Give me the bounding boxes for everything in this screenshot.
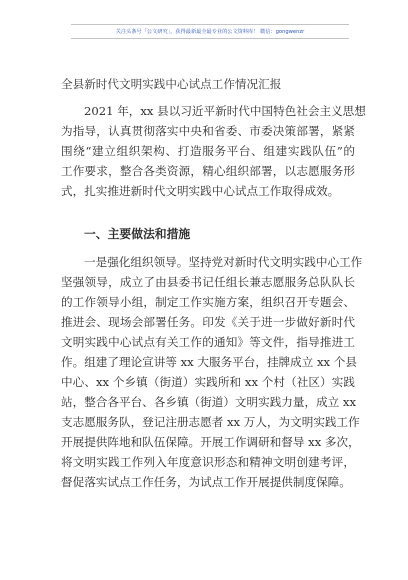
paragraph-line: 式，扎实推进新时代文明实践中心试点工作取得成效。: [61, 184, 340, 198]
paragraph-line: 工作要求，整合各类资源，精心组织部署，以志愿服务形: [61, 164, 355, 178]
paragraph-line: 中心、xx 个乡镇（街道）实践所和 xx 个村（社区）实践: [61, 375, 355, 389]
paragraph-line: 一是强化组织领导。坚持党对新时代文明实践中心工作: [84, 255, 363, 269]
paragraph-line: 推进会、现场会部署任务。印发《关于进一步做好新时代: [61, 315, 355, 329]
paragraph-line: 支志愿服务队，登记注册志愿者 xx 万人，为文明实践工作: [61, 415, 360, 429]
paragraph-line: 2021 年，xx 县以习近平新时代中国特色社会主义思想: [84, 104, 366, 118]
section-heading: 一、主要做法和措施: [84, 227, 191, 241]
promo-banner-text: 关注头条号「公文研究」，获得最新最全最专业的公文资料库！ 微信：gongwenzr: [115, 29, 305, 35]
paragraph-line: 文明实践中心试点有关工作的通知》等文件，指导推进工: [61, 335, 355, 349]
paragraph-line: 督促落实试点工作任务，为试点工作开展提供制度保障。: [61, 475, 351, 489]
paragraph-line: 的工作领导小组，制定工作实施方案，组织召开专题会、: [61, 295, 355, 309]
intro-paragraph: [61, 101, 366, 201]
paragraph-line: 坚强领导，成立了由县委书记任组长兼志愿服务总队队长: [61, 275, 355, 289]
paragraph-line: 开展提供阵地和队伍保障。开展工作调研和督导 xx 多次，: [61, 435, 360, 449]
promo-banner[interactable]: [71, 24, 349, 39]
body-paragraph: [61, 252, 363, 492]
paragraph-line: 为指导，认真贯彻落实中央和省委、市委决策部署，紧紧: [61, 124, 355, 138]
document-title: 全县新时代文明实践中心试点工作情况汇报: [61, 77, 282, 91]
paragraph-line: 围绕“建立组织架构、打造服务平台、组建实践队伍”的: [61, 144, 355, 158]
paragraph-line: 将文明实践工作列入年度意识形态和精神文明创建考评，: [61, 455, 355, 469]
paragraph-line: 站，整合各平台、各乡镇（街道）文明实践力量，成立 xx: [61, 395, 357, 409]
paragraph-line: 作。组建了理论宣讲等 xx 大服务平台，挂牌成立 xx 个县: [61, 355, 357, 369]
